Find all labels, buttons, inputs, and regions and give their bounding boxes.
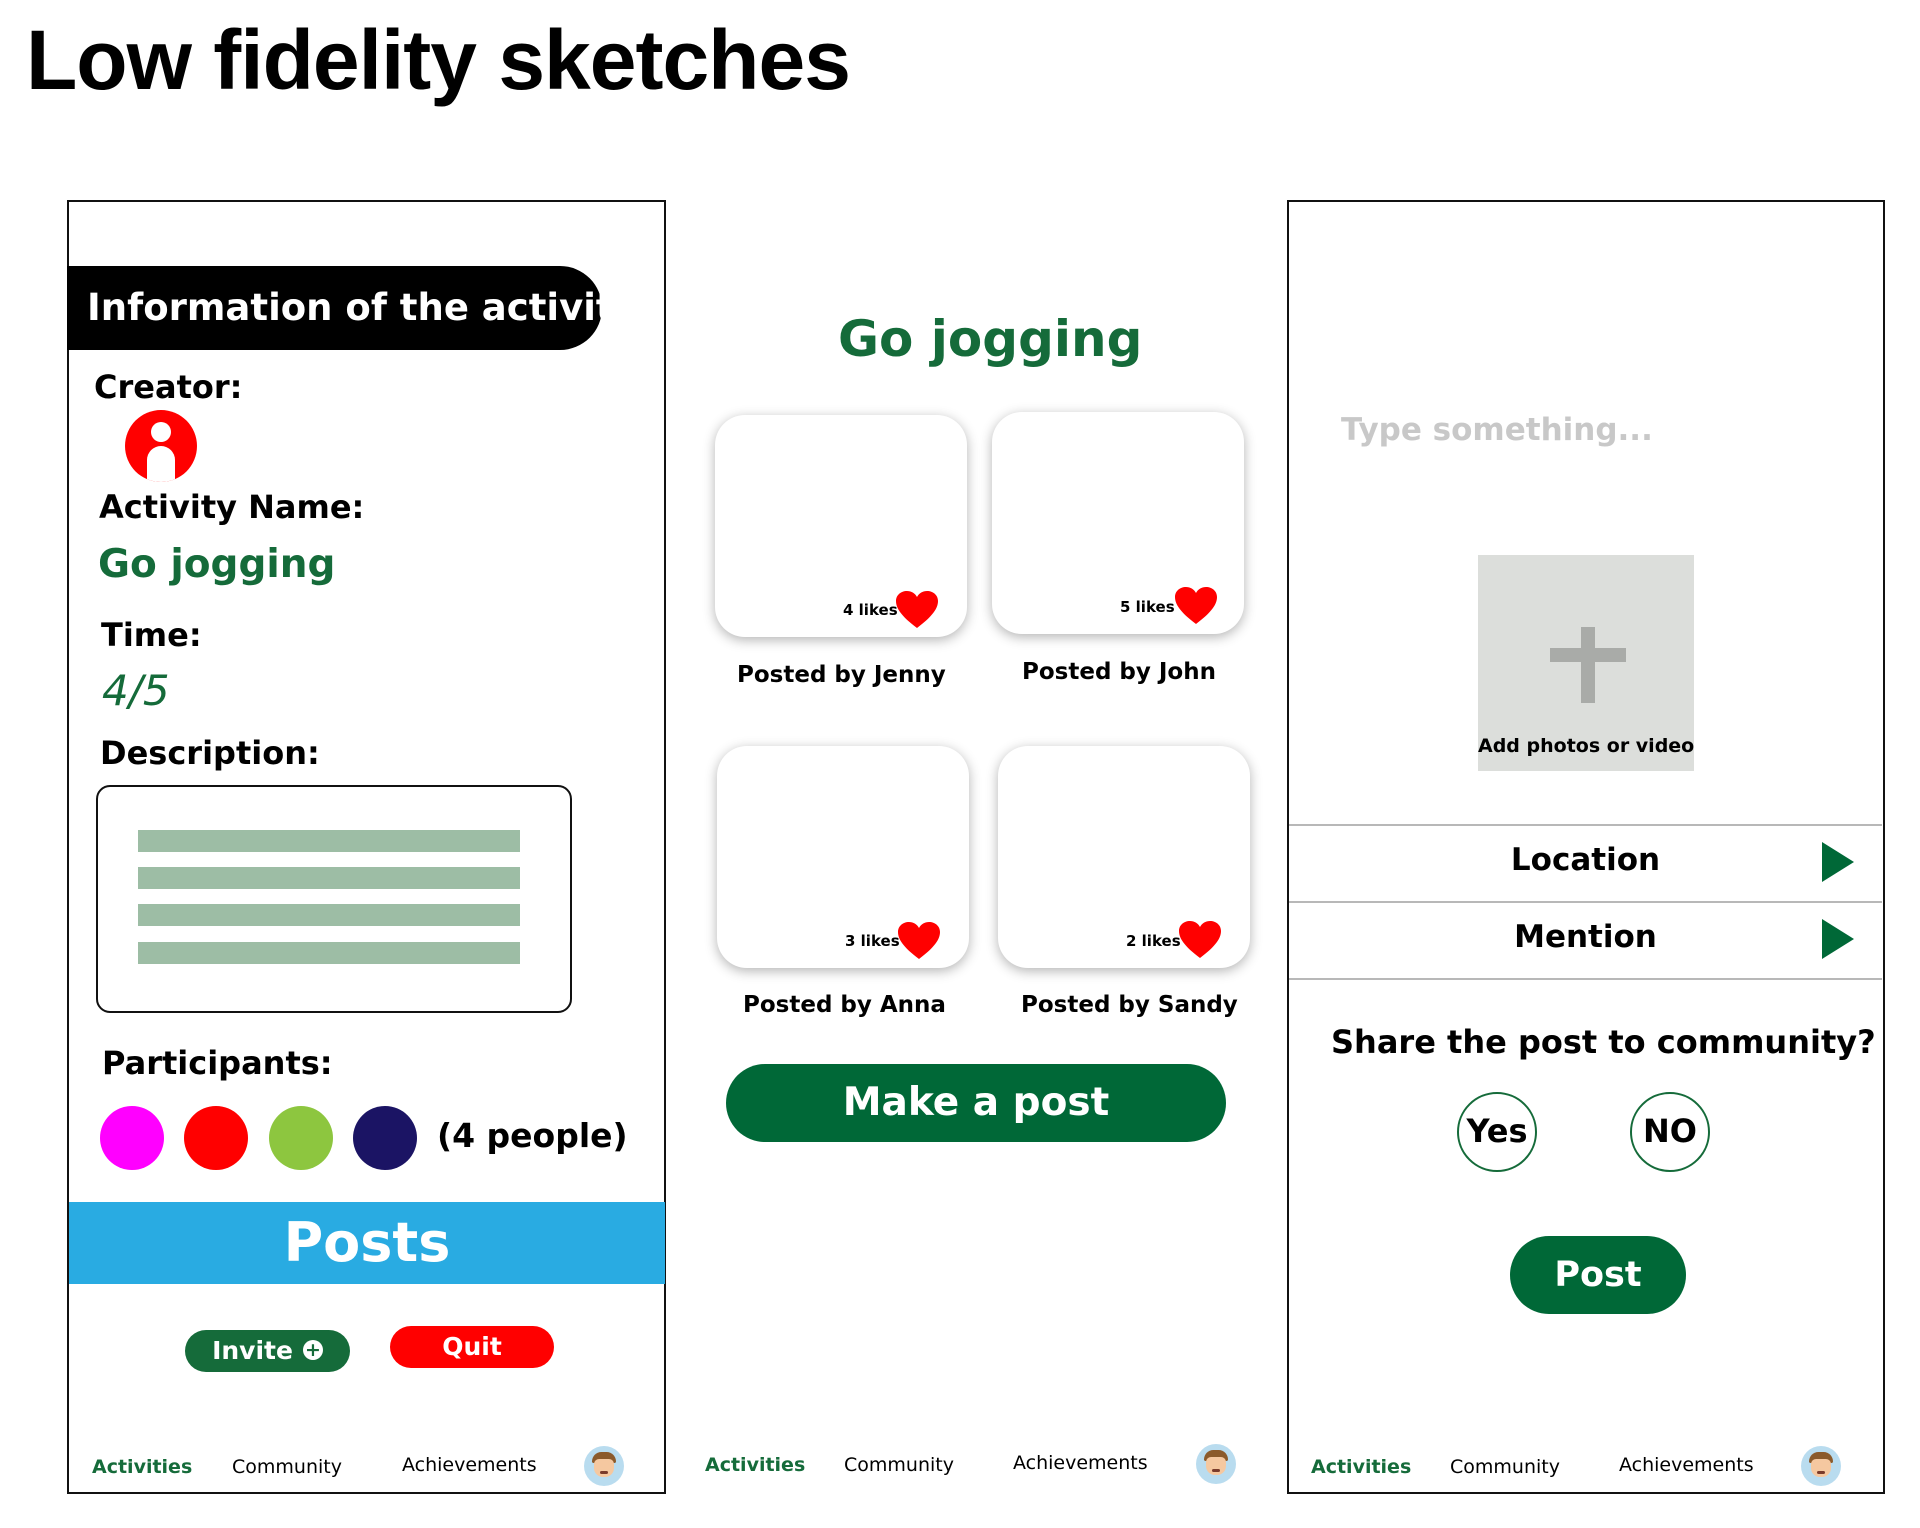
post-card[interactable] [998, 746, 1250, 968]
description-label: Description: [100, 734, 320, 772]
post-text-input[interactable]: Type something... [1341, 412, 1653, 448]
creator-avatar-icon[interactable] [125, 410, 197, 482]
heart-icon[interactable] [1178, 920, 1222, 960]
activity-name-label: Activity Name: [99, 488, 365, 526]
add-media-button[interactable] [1478, 555, 1694, 771]
nav-activities[interactable]: Activities [1311, 1456, 1412, 1478]
post-card[interactable] [717, 746, 969, 968]
share-question: Share the post to community? [1331, 1023, 1876, 1061]
location-label: Location [1510, 842, 1661, 878]
participant-avatar[interactable] [184, 1106, 248, 1170]
nav-activities[interactable]: Activities [705, 1454, 806, 1476]
time-value: 4/5 [102, 666, 170, 715]
post-card[interactable] [715, 415, 967, 637]
nav-community[interactable]: Community [844, 1454, 954, 1476]
profile-avatar-icon[interactable] [1196, 1444, 1236, 1484]
posts-screen [676, 200, 1286, 1494]
yes-button[interactable]: Yes [1457, 1092, 1537, 1172]
activity-info-screen [67, 200, 666, 1494]
heart-icon[interactable] [895, 590, 939, 630]
mention-row[interactable] [1289, 901, 1882, 980]
description-line [138, 867, 520, 889]
post-card[interactable] [992, 412, 1244, 634]
nav-activities[interactable]: Activities [92, 1456, 193, 1478]
participant-avatar[interactable] [353, 1106, 417, 1170]
plus-icon [1581, 627, 1595, 703]
posts-title: Go jogging [838, 310, 1143, 368]
participant-avatar[interactable] [100, 1106, 164, 1170]
make-post-button[interactable]: Make a post [726, 1064, 1226, 1142]
activity-name-value: Go jogging [98, 542, 336, 587]
likes-count: 2 likes [1126, 932, 1181, 950]
nav-community[interactable]: Community [232, 1456, 342, 1478]
nav-community[interactable]: Community [1450, 1456, 1560, 1478]
creator-label: Creator: [94, 368, 243, 406]
chevron-right-icon [1822, 919, 1854, 959]
heart-icon[interactable] [1174, 586, 1218, 626]
post-author: Posted by Jenny [737, 662, 946, 688]
description-line [138, 830, 520, 852]
description-line [138, 904, 520, 926]
post-author: Posted by Sandy [1021, 992, 1238, 1018]
heart-icon[interactable] [897, 921, 941, 961]
description-box [96, 785, 572, 1013]
plus-icon: + [303, 1340, 323, 1360]
likes-count: 3 likes [845, 932, 900, 950]
time-label: Time: [101, 616, 202, 654]
invite-button[interactable] [185, 1330, 350, 1372]
invite-label: Invite [212, 1336, 293, 1365]
participants-count: (4 people) [437, 1116, 628, 1155]
likes-count: 4 likes [843, 601, 898, 619]
nav-achievements[interactable]: Achievements [1013, 1452, 1148, 1474]
post-author: Posted by John [1022, 659, 1216, 685]
chevron-right-icon [1822, 842, 1854, 882]
nav-achievements[interactable]: Achievements [1619, 1454, 1754, 1476]
participants-label: Participants: [102, 1044, 333, 1082]
info-header: Information of the activity [67, 266, 602, 350]
page-title: Low fidelity sketches [26, 13, 850, 107]
profile-avatar-icon[interactable] [1801, 1446, 1841, 1486]
mention-label: Mention [1514, 919, 1657, 955]
post-button[interactable]: Post [1510, 1236, 1686, 1314]
description-line [138, 942, 520, 964]
nav-achievements[interactable]: Achievements [402, 1454, 537, 1476]
no-button[interactable]: NO [1630, 1092, 1710, 1172]
posts-button[interactable]: Posts [69, 1202, 665, 1284]
location-row[interactable] [1289, 824, 1882, 900]
likes-count: 5 likes [1120, 598, 1175, 616]
participant-avatar[interactable] [269, 1106, 333, 1170]
post-author: Posted by Anna [743, 992, 946, 1018]
compose-screen [1287, 200, 1885, 1494]
quit-button[interactable]: Quit [390, 1326, 554, 1368]
add-media-label: Add photos or video [1478, 735, 1695, 757]
profile-avatar-icon[interactable] [584, 1446, 624, 1486]
